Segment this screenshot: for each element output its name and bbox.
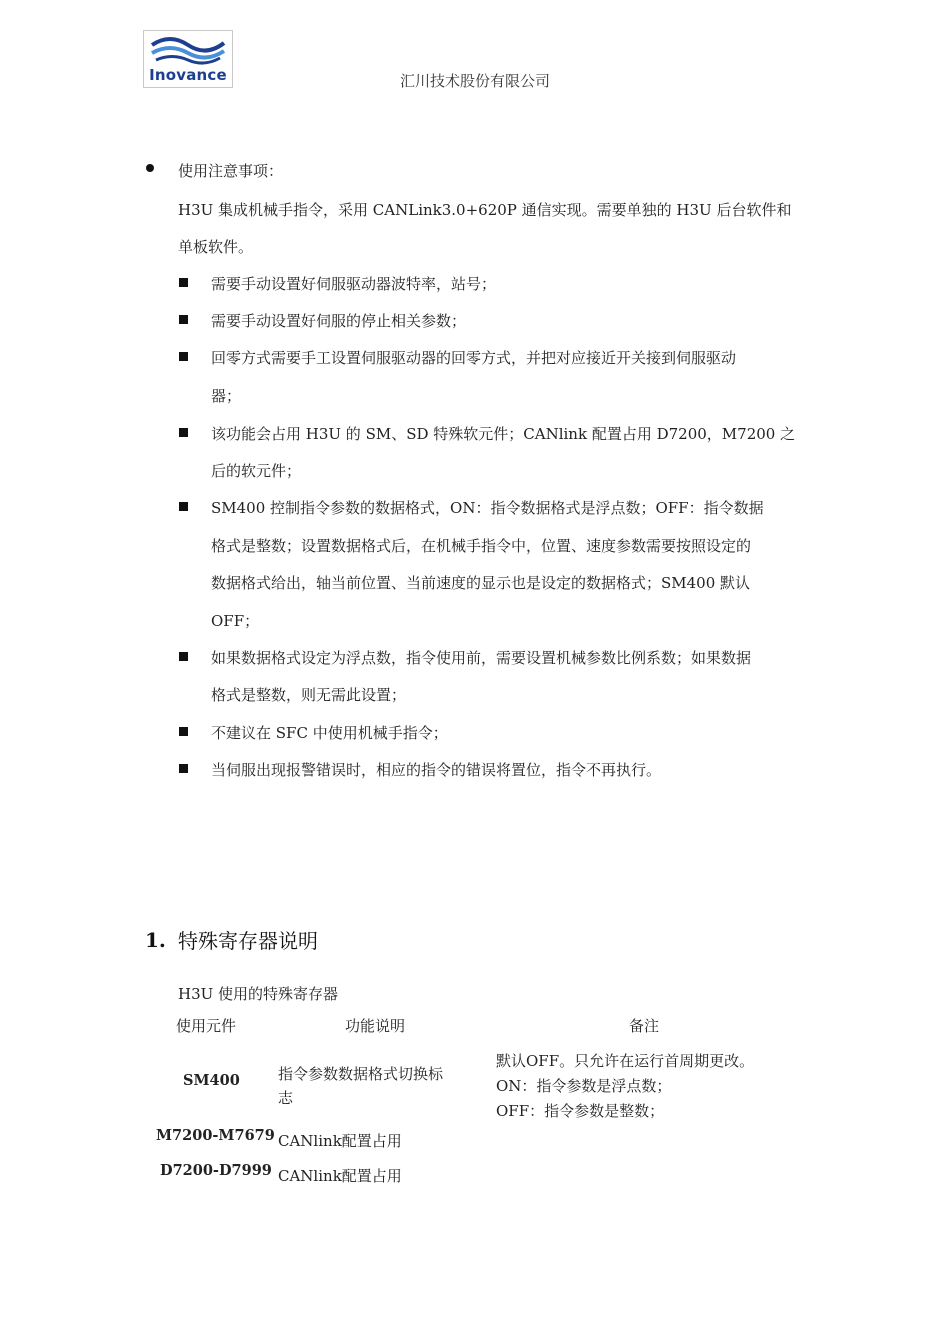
square-bullet-icon [179,652,188,661]
table-cell-element: D7200-D7999 [160,1162,272,1179]
note-item-line: 需要手动设置好伺服的停止相关参数； [211,312,467,330]
wave-icon [150,35,226,65]
note-item-line: 需要手动设置好伺服驱动器波特率，站号； [211,275,497,293]
note-item-line: 当伺服出现报警错误时，相应的指令的错误将置位，指令不再执行。 [211,761,662,779]
section-subtitle: H3U 使用的特殊寄存器 [178,985,339,1003]
square-bullet-icon [179,502,188,511]
note-item-line: SM400 控制指令参数的数据格式，ON：指令数据格式是浮点数；OFF：指令数据 [211,499,764,517]
table-cell-function: 志 [278,1089,294,1107]
logo-text: Inovance [149,66,227,84]
bullet-dot-icon [146,164,154,172]
note-item-line: 器； [211,387,242,405]
square-bullet-icon [179,278,188,287]
section-title: 特殊寄存器说明 [178,929,318,953]
note-item-line: OFF； [211,612,260,630]
note-item-line: 格式是整数，则无需此设置； [211,686,407,704]
table-cell-element: SM400 [183,1072,240,1089]
note-item-line: 回零方式需要手工设置伺服驱动器的回零方式，并把对应接近开关接到伺服驱动 [211,349,737,367]
square-bullet-icon [179,315,188,324]
square-bullet-icon [179,352,188,361]
table-header-element: 使用元件 [176,1017,237,1035]
notes-title: 使用注意事项： [178,162,284,180]
table-cell-remarks: 默认OFF。只允许在运行首周期更改。 [496,1052,755,1070]
note-item-line: 该功能会占用 H3U 的 SM、SD 特殊软元件；CANlink 配置占用 D7200，M7200 之 [211,425,796,443]
note-item-line: 如果数据格式设定为浮点数，指令使用前，需要设置机械参数比例系数；如果数据 [211,649,752,667]
table-header-function: 功能说明 [345,1017,406,1035]
note-item-line: 不建议在 SFC 中使用机械手指令； [211,724,448,742]
square-bullet-icon [179,764,188,773]
table-cell-function: CANlink配置占用 [278,1167,402,1185]
table-header-remarks: 备注 [629,1017,660,1035]
table-cell-function: 指令参数数据格式切换标 [278,1065,444,1083]
note-item-line: 数据格式给出，轴当前位置、当前速度的显示也是设定的数据格式；SM400 默认 [211,574,751,592]
table-cell-element: M7200-M7679 [156,1127,275,1144]
table-cell-function: CANlink配置占用 [278,1132,402,1150]
notes-intro-line: H3U 集成机械手指令，采用 CANLink3.0+620P 通信实现。需要单独的 H3U 后台软件和 [178,201,792,219]
square-bullet-icon [179,428,188,437]
note-item-line: 格式是整数；设置数据格式后，在机械手指令中，位置、速度参数需要按照设定的 [211,537,752,555]
notes-intro-line: 单板软件。 [178,238,254,256]
table-cell-remarks: ON：指令参数是浮点数； [496,1077,672,1095]
square-bullet-icon [179,727,188,736]
company-name: 汇川技术股份有限公司 [399,72,550,90]
note-item-line: 后的软元件； [211,462,302,480]
table-cell-remarks: OFF：指令参数是整数； [496,1102,665,1120]
section-number: 1. [145,928,166,952]
